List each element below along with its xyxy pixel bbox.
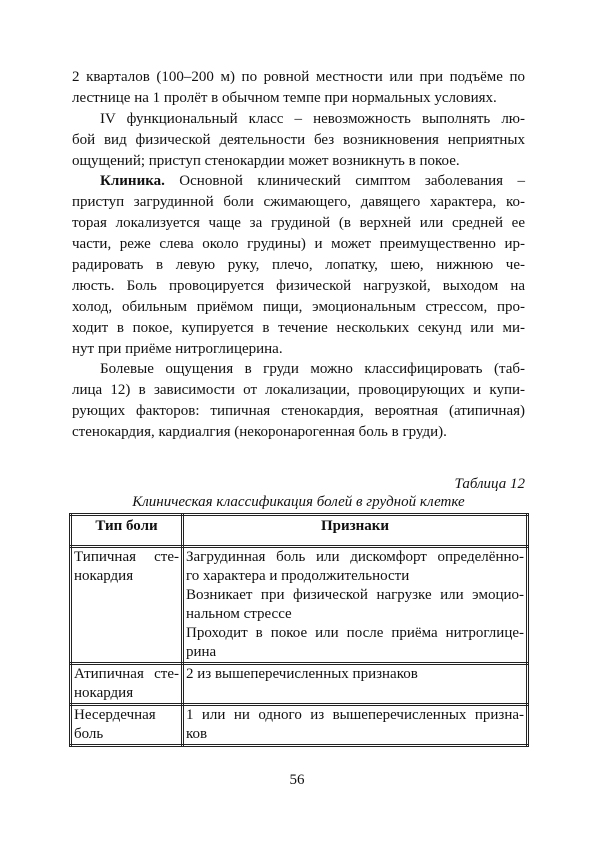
body-text xyxy=(72,67,525,443)
text-line: лица 12) в зависимости от локализации, провоцирующих и купи- xyxy=(72,382,525,399)
signs-cell xyxy=(183,705,528,746)
text-line: холод, обильным приёмом пищи, эмоциональным стрессом, про- xyxy=(72,298,525,315)
page-number: 56 xyxy=(289,772,305,788)
signs-cell xyxy=(183,664,528,705)
cell-line: Возникает при физической нагрузке или эмоцио- xyxy=(186,587,524,603)
text-line: бой вид физической деятельности без возникновения неприятных xyxy=(72,131,525,148)
text-line: части, реже слева около грудины) и может преимущественно ир- xyxy=(72,236,525,253)
table-row xyxy=(71,664,528,705)
pain-type-cell xyxy=(71,705,183,746)
cell-line: рина xyxy=(186,644,217,660)
pain-type-cell xyxy=(71,664,183,705)
table-row xyxy=(71,547,528,664)
cell-line: Загрудинная боль или дискомфорт определённо- xyxy=(186,549,524,565)
table-header-row xyxy=(71,515,528,547)
table-number: Таблица 12 xyxy=(454,476,525,492)
text-line: лестнице на 1 пролёт в обычном темпе при нормальных условиях. xyxy=(72,89,497,106)
text-fragment: Основной клинический симптом заболевания – xyxy=(164,173,525,190)
text-line: Болевые ощущения в груди можно классифицировать (таб- xyxy=(100,361,525,378)
table-title: Клиническая классификация болей в грудной клетке xyxy=(132,494,465,510)
column-header-type: Тип боли xyxy=(71,515,183,547)
table-row xyxy=(71,705,528,746)
cell-line: 1 или ни одного из вышеперечисленных призна- xyxy=(186,707,524,723)
signs-cell xyxy=(183,547,528,664)
text-line: приступ загрудинной боли сжимающего, давящего характера, ко- xyxy=(72,194,525,211)
cell-line: нокардия xyxy=(74,685,134,701)
text-line: торая локализуется чаще за грудиной (в верхней или средней ее xyxy=(72,215,525,232)
text-line: люсть. Боль провоцируется физической нагрузкой, выходом на xyxy=(72,277,525,294)
text-line: нут при приёме нитроглицерина. xyxy=(72,340,283,357)
text-line: ходит в покое, купируется в течение нескольких секунд или ми- xyxy=(72,319,525,336)
column-header-signs: Признаки xyxy=(183,515,528,547)
text-line: стенокардия, кардиалгия (некоронарогенная боль в груди). xyxy=(72,424,447,441)
text-line: ощущений; приступ стенокардии может возникнуть в покое. xyxy=(72,152,460,169)
cell-line: боль xyxy=(74,726,104,742)
text-line: радировать в левую руку, плечо, лопатку, шею, нижнюю че- xyxy=(72,257,525,274)
text-line: 2 кварталов (100–200 м) по ровной местности или при подъёме по xyxy=(72,69,525,85)
text-line: рующих факторов: типичная стенокардия, вероятная (атипичная) xyxy=(72,403,525,420)
text-line xyxy=(72,171,525,192)
cell-line: го характера и продолжительности xyxy=(186,568,410,584)
section-heading: Клиника. xyxy=(100,173,165,190)
cell-line: нальном стрессе xyxy=(186,606,292,622)
cell-line: Типичная сте- xyxy=(74,549,179,565)
cell-line: нокардия xyxy=(74,568,134,584)
cell-line: ков xyxy=(186,726,208,742)
cell-line: Атипичная сте- xyxy=(74,666,179,682)
classification-table xyxy=(69,513,529,747)
cell-line: Проходит в покое или после приёма нитроглице- xyxy=(186,625,524,641)
pain-type-cell xyxy=(71,547,183,664)
cell-line: 2 из вышеперечисленных признаков xyxy=(186,666,418,682)
cell-line: Несердечная xyxy=(74,707,156,723)
text-line: IV функциональный класс – невозможность выполнять лю- xyxy=(100,110,525,127)
